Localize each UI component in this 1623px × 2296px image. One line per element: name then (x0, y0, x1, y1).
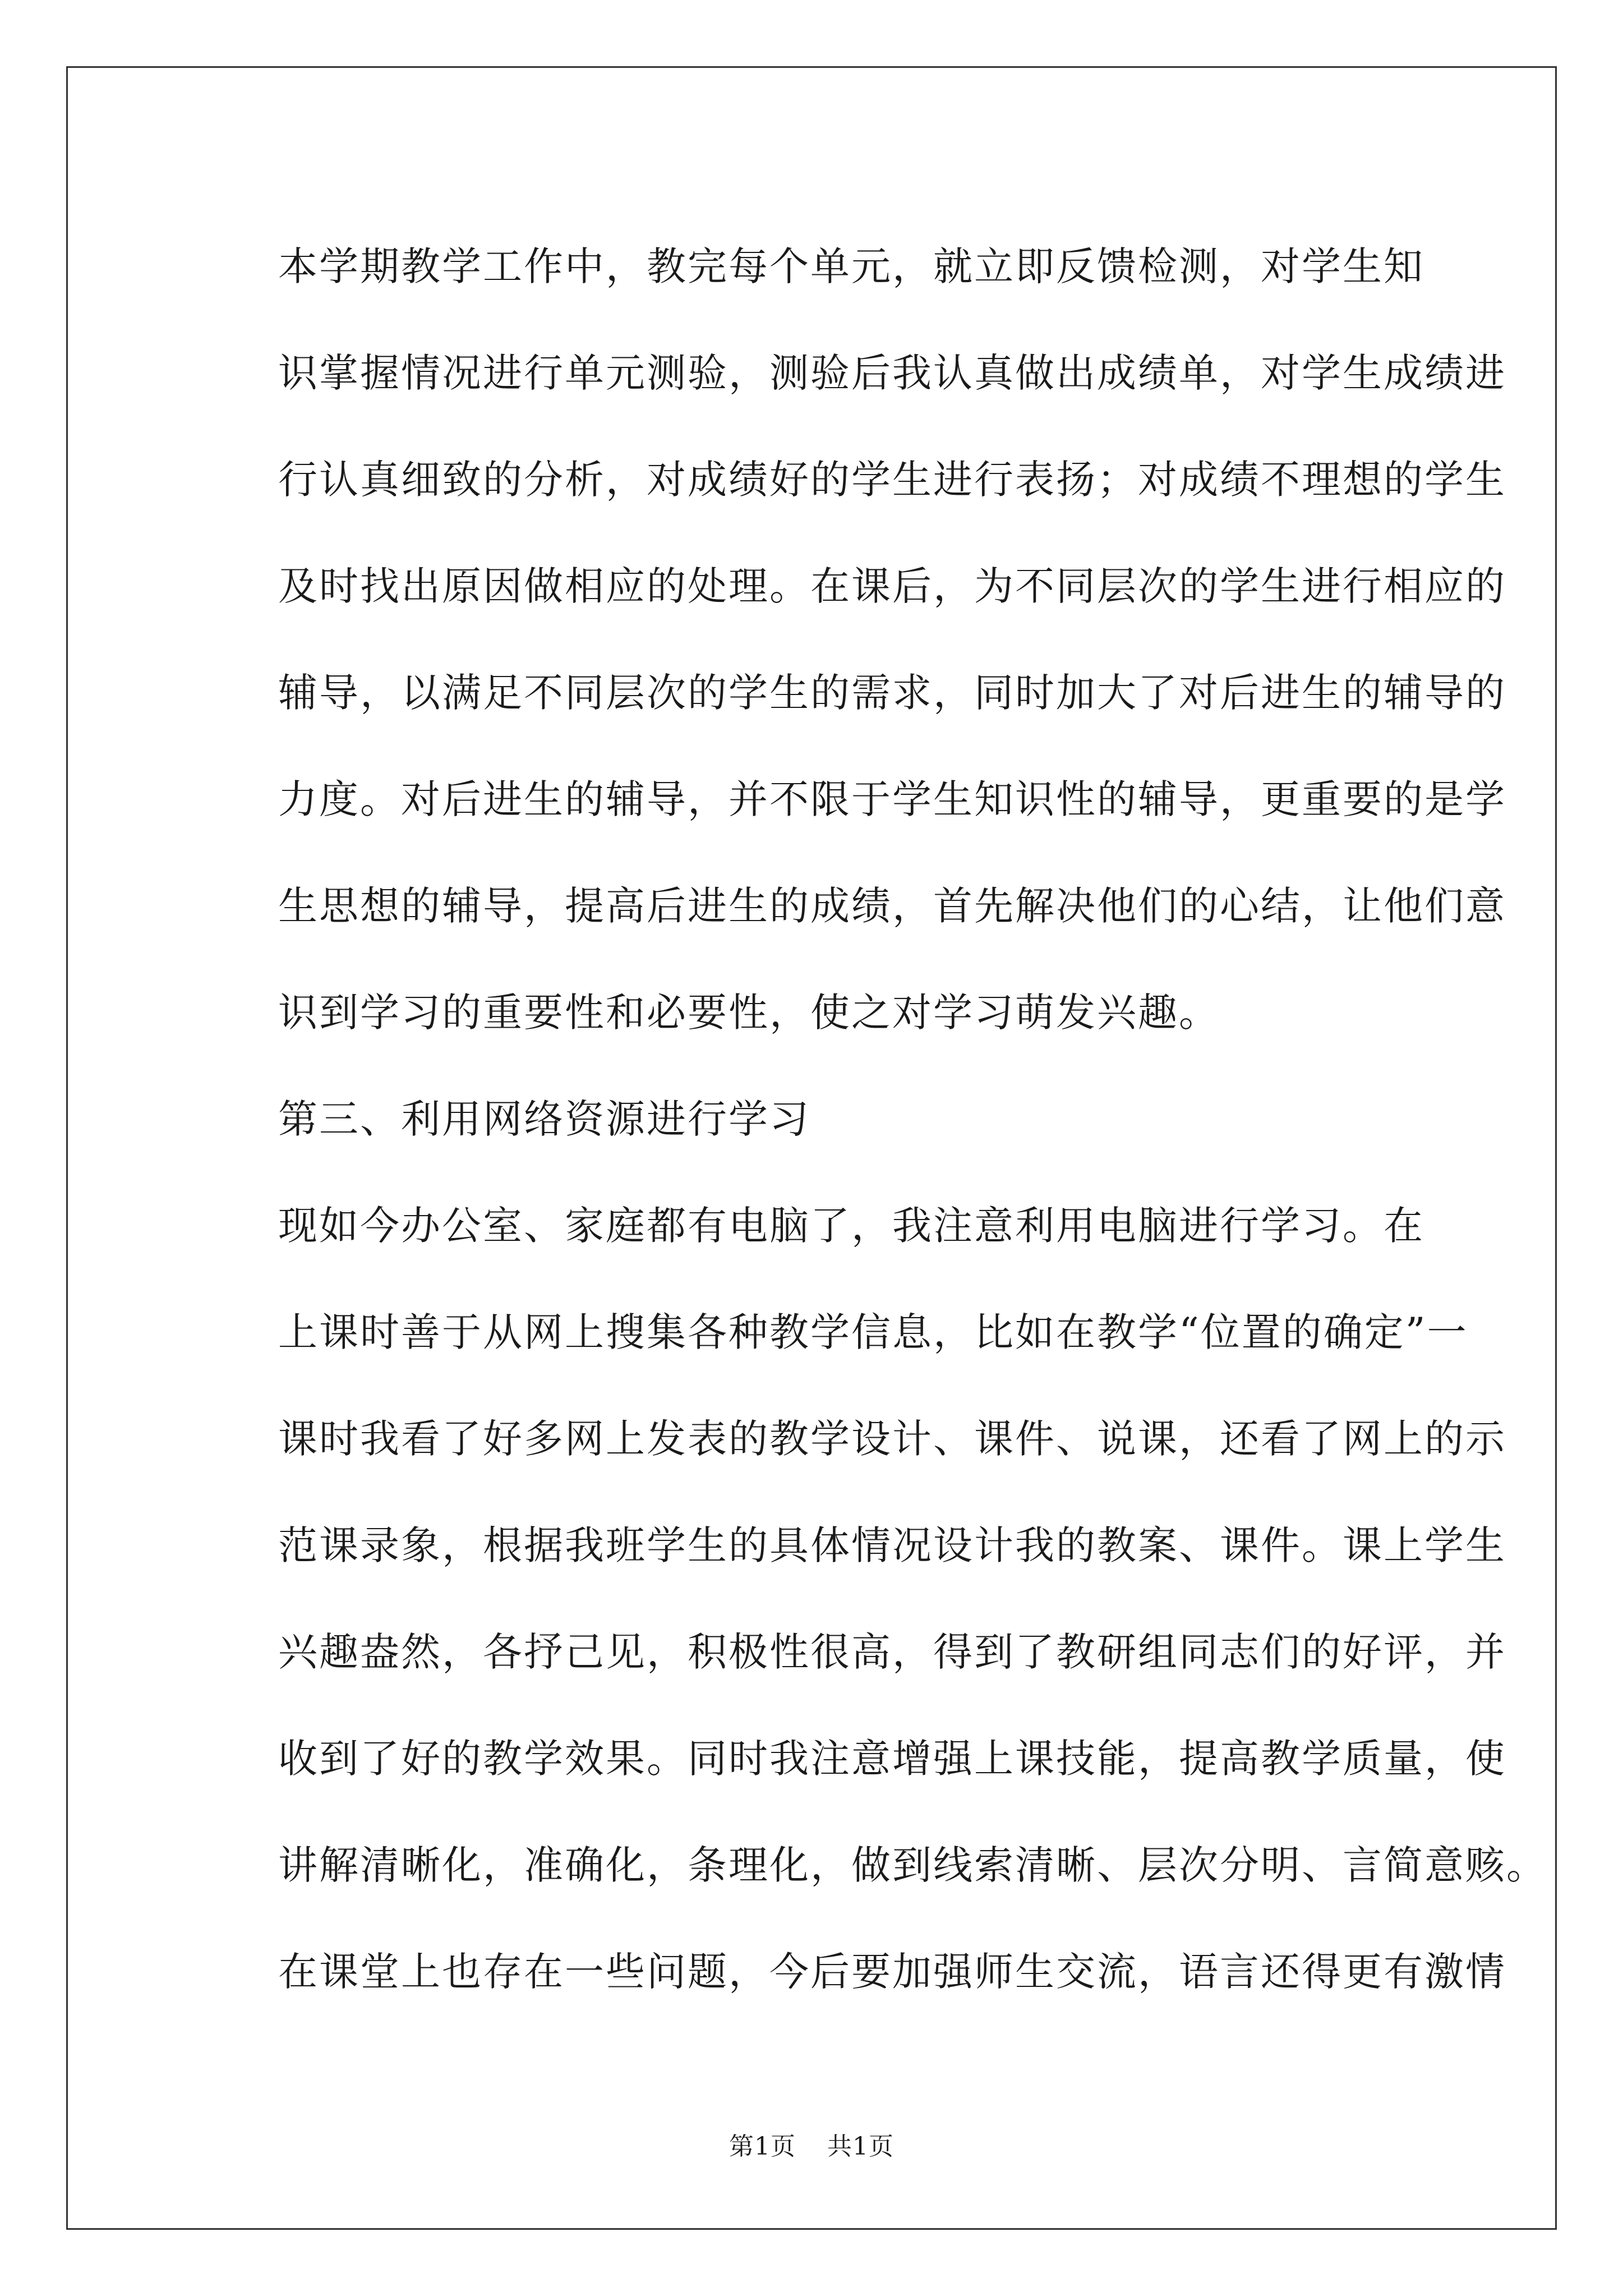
page-footer (0, 2126, 1623, 2162)
text-line: 课时我看了好多网上发表的教学设计、课件、说课，还看了网上的示 (278, 1416, 1506, 1462)
page-number: 第1页 (729, 2132, 796, 2161)
text-line: 在课堂上也存在一些问题，今后要加强师生交流，语言还得更有激情 (278, 1949, 1506, 1995)
document-body (200, 213, 1547, 2025)
text-line: 现如今办公室、家庭都有电脑了，我注意利用电脑进行学习。在 (278, 1203, 1424, 1249)
text-line: 识掌握情况进行单元测验，测验后我认真做出成绩单，对学生成绩进 (278, 350, 1506, 396)
section-heading (200, 1066, 1428, 1172)
text-line: 本学期教学工作中，教完每个单元，就立即反馈检测，对学生知 (278, 243, 1424, 289)
text-line: 辅导，以满足不同层次的学生的需求，同时加大了对后进生的辅导的 (278, 670, 1506, 716)
paragraph (200, 1172, 1547, 2025)
text-line: 力度。对后进生的辅导，并不限于学生知识性的辅导，更重要的是学 (278, 776, 1506, 822)
text-line: 生思想的辅导，提高后进生的成绩，首先解决他们的心结，让他们意 (278, 883, 1506, 929)
paragraph (200, 213, 1506, 1066)
text-line: 收到了好的教学效果。同时我注意增强上课技能，提高教学质量，使 (278, 1736, 1506, 1782)
text-line: 第三、利用网络资源进行学习 (278, 1096, 810, 1142)
text-line: 范课录象，根据我班学生的具体情况设计我的教案、课件。课上学生 (278, 1522, 1506, 1568)
text-line: 行认真细致的分析，对成绩好的学生进行表扬；对成绩不理想的学生 (278, 457, 1506, 503)
text-line: 及时找出原因做相应的处理。在课后，为不同层次的学生进行相应的 (278, 563, 1506, 609)
page-total: 共1页 (827, 2132, 894, 2161)
text-line: 上课时善于从网上搜集各种教学信息，比如在教学“位置的确定”一 (278, 1309, 1468, 1355)
text-line: 识到学习的重要性和必要性，使之对学习萌发兴趣。 (278, 990, 1220, 1036)
text-line: 兴趣盎然，各抒己见，积极性很高，得到了教研组同志们的好评，并 (278, 1629, 1506, 1675)
text-line: 讲解清晰化，准确化，条理化，做到线索清晰、层次分明、言简意赅。 (278, 1842, 1547, 1888)
